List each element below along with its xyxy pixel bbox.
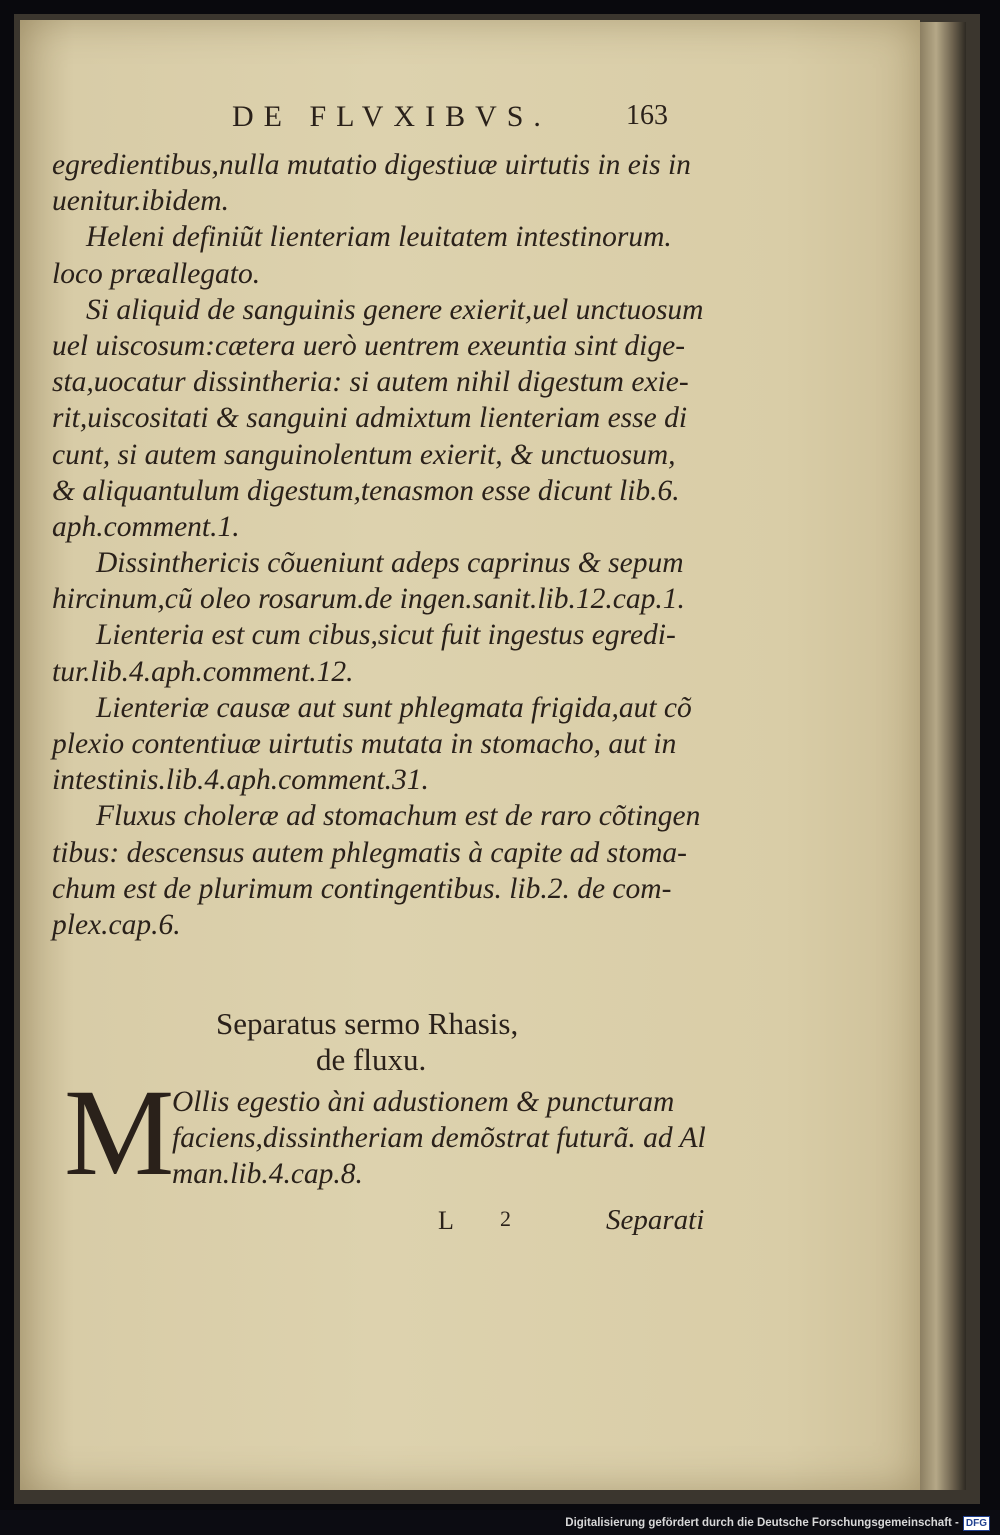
text-line: uel uiscosum:cætera uerò uentrem exeuntia sint dige- — [52, 329, 686, 362]
drop-capital: M — [64, 1064, 175, 1201]
text-line: chum est de plurimum contingentibus. lib.2. de com- — [52, 872, 672, 905]
catchword: Separati — [606, 1204, 705, 1236]
text-line: Lienteriæ causæ aut sunt phlegmata frigida,aut cõ — [96, 691, 692, 724]
text-line: man.lib.4.cap.8. — [172, 1158, 363, 1191]
body-text — [52, 147, 712, 943]
running-head: DE FLVXIBVS. — [232, 100, 551, 133]
section-heading-line: de fluxu. — [316, 1042, 427, 1077]
text-line: aph.comment.1. — [52, 510, 240, 543]
text-line: sta,uocatur dissintheria: si autem nihil digestum exie- — [52, 366, 689, 399]
footer-credit: Digitalisierung gefördert durch die Deutsche Forschungsgemeinschaft - — [565, 1517, 959, 1529]
text-line: loco præallegato. — [52, 257, 261, 290]
text-line: uenitur.ibidem. — [52, 185, 229, 218]
text-line: tibus: descensus autem phlegmatis à capite ad stoma- — [52, 836, 687, 869]
section-heading-line: Separatus sermo Rhasis, — [216, 1006, 519, 1041]
text-line: Ollis egestio àni adustionem & puncturam — [172, 1086, 675, 1118]
text-line: Heleni definiũt lienteriam leuitatem intestinorum. — [86, 221, 672, 254]
text-line: plex.cap.6. — [52, 908, 181, 941]
text-line: Lienteria est cum cibus,sicut fuit ingestus egredi- — [96, 619, 676, 652]
text-line: egredientibus,nulla mutatio digestiuæ uirtutis in eis in — [52, 149, 691, 181]
text-line: Dissinthericis cõueniunt adeps caprinus & sepum — [96, 547, 684, 580]
text-line: tur.lib.4.aph.comment.12. — [52, 655, 354, 688]
section-heading — [216, 1006, 596, 1078]
page-fore-edge — [920, 22, 966, 1490]
page-number: 163 — [626, 100, 668, 131]
signature-mark: L — [438, 1206, 454, 1235]
text-line: faciens,dissintheriam demõstrat futurã. ad Al — [172, 1122, 706, 1155]
text-line: Fluxus choleræ ad stomachum est de raro cõtingen — [96, 800, 701, 833]
text-line: & aliquantulum digestum,tenasmon esse dicunt lib.6. — [52, 474, 680, 507]
text-line: hircinum,cũ oleo rosarum.de ingen.sanit.lib.12.cap.1. — [52, 583, 685, 616]
text-line: rit,uiscositati & sanguini admixtum lienteriam esse di — [52, 402, 688, 435]
text-line: intestinis.lib.4.aph.comment.31. — [52, 764, 429, 797]
signature-number: 2 — [500, 1206, 511, 1231]
dfg-logo-icon: DFG — [963, 1516, 990, 1531]
text-line: cunt, si autem sanguinolentum exierit, & unctuosum, — [52, 438, 676, 471]
text-line: Si aliquid de sanguinis genere exierit,uel unctuosum — [86, 293, 704, 326]
digitization-footer — [565, 1514, 990, 1532]
text-line: plexio contentiuæ uirtutis mutata in stomacho, aut in — [52, 728, 677, 760]
final-paragraph — [172, 1084, 732, 1193]
